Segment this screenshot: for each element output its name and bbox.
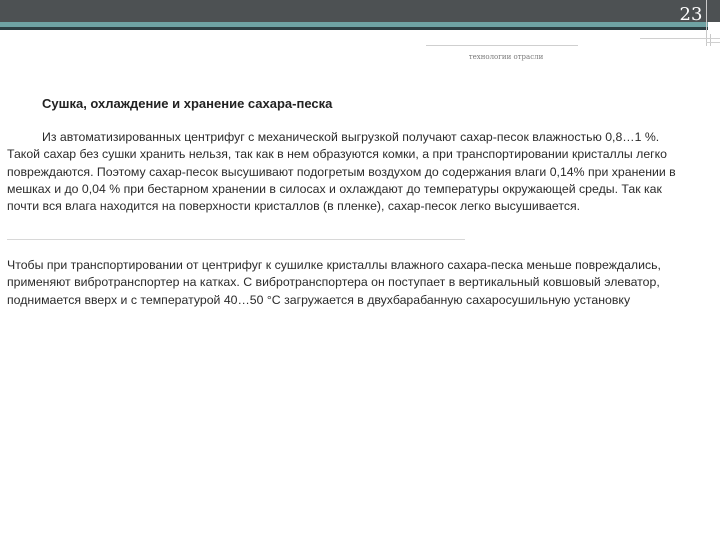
paragraph-transport: Чтобы при транспортировании от центрифуг к сушилке кристаллы влажного сахара-песка меньше повреждались, применяют вибротранспортер на катках. С вибротранспортера он поступает в вертикальный ковшовый элеватор, поднимается вверх и с температурой 40…50 °С загружается в двухбарабанную сахаросушильную установку [7, 258, 661, 307]
header-band [0, 0, 720, 22]
header-accent-line [0, 27, 708, 30]
corner-decoration-line [706, 42, 720, 43]
slide-heading: Сушка, охлаждение и хранение сахара-песка [42, 96, 333, 111]
paragraph-drying: Из автоматизированных центрифуг с механической выгрузкой получают сахар-песок влажностью 0,8…1 %. Такой сахар без сушки хранить нельзя, так как в нем образуются комки, а при транспортировании кристаллы легко повреждаются. Поэтому сахар-песок высушивают подогретым воздухом до содержания влаги 0,14% при хранении в мешках и до 0,04 % при бестарном хранении в силосах и охлаждают до температуры окружающей среды. Так как почти вся влага находится на поверхности кристаллов (в пленке), сахар-песок легко высушивается. [7, 130, 676, 214]
subtitle-divider [426, 45, 578, 46]
paragraph-divider [7, 239, 465, 240]
corner-decoration-line [710, 34, 711, 46]
page-number: 23 [679, 4, 703, 25]
slide-subtitle: технологии отрасли [468, 53, 544, 61]
corner-decoration-line [640, 38, 720, 39]
